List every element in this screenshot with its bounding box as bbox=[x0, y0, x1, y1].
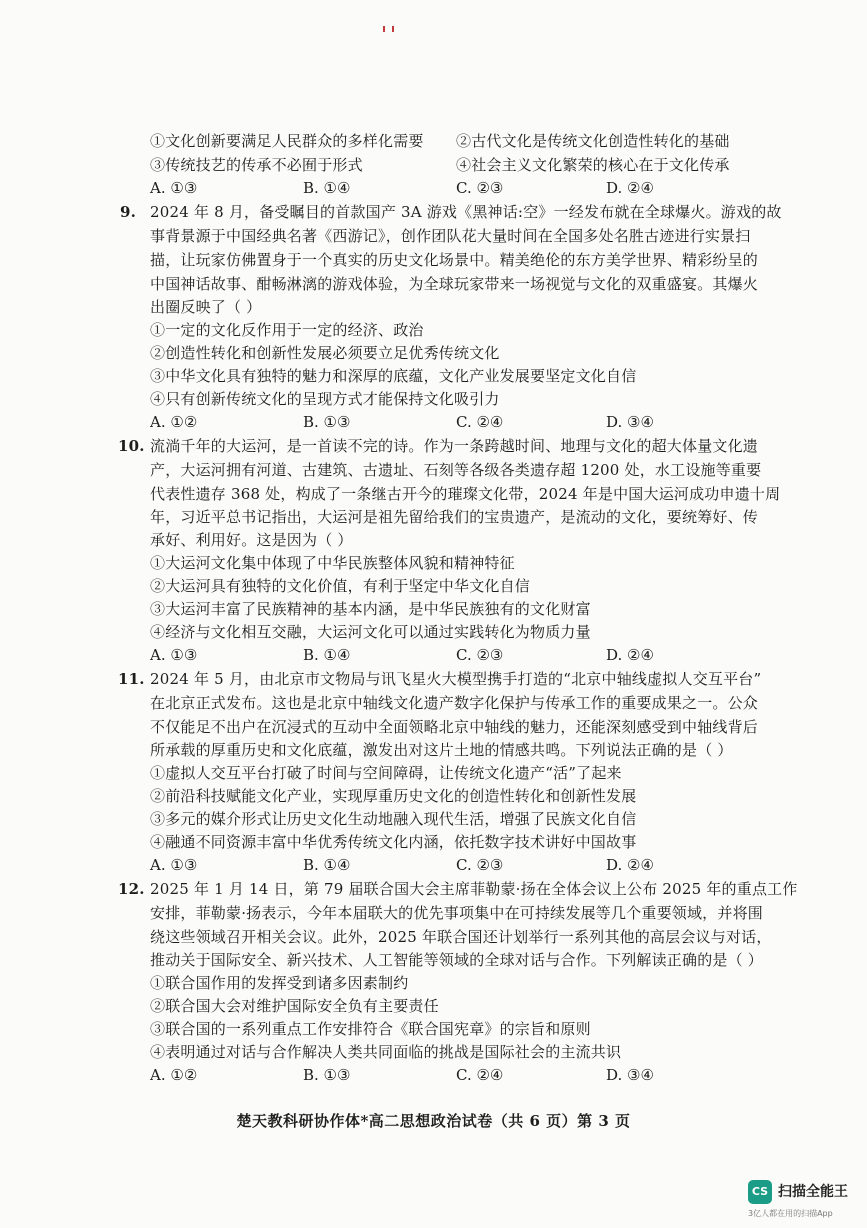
answer-a: A. ①③ bbox=[150, 646, 198, 664]
question-text: 绕这些领域召开相关会议。此外，2025 年联合国还计划举行一系列其他的高层会议与对话， bbox=[150, 928, 772, 946]
option-3: ③传统技艺的传承不必囿于形式 bbox=[150, 156, 363, 174]
answer-d: D. ②④ bbox=[606, 856, 654, 874]
option-1: ①一定的文化反作用于一定的经济、政治 bbox=[150, 321, 424, 339]
answer-d: D. ②④ bbox=[606, 179, 654, 197]
answer-c: C. ②④ bbox=[456, 1066, 504, 1084]
answer-b: B. ①④ bbox=[303, 179, 351, 197]
question-text: 安排，菲勒蒙·扬表示，今年本届联大的优先事项集中在可持续发展等几个重要领域，并将围 bbox=[150, 904, 763, 922]
question-text: 出圈反映了（ ） bbox=[150, 298, 262, 316]
question-text: 流淌千年的大运河，是一首读不完的诗。作为一条跨越时间、地理与文化的超大体量文化遗 bbox=[150, 437, 759, 455]
page-footer: 楚天教科研协作体*高二思想政治试卷（共 6 页）第 3 页 bbox=[236, 1112, 631, 1130]
option-1: ①联合国作用的发挥受到诸多因素制约 bbox=[150, 974, 409, 992]
option-4: ④社会主义文化繁荣的核心在于文化传承 bbox=[456, 156, 730, 174]
answer-a: A. ①② bbox=[150, 413, 198, 431]
option-4: ④只有创新传统文化的呈现方式才能保持文化吸引力 bbox=[150, 390, 500, 408]
answer-b: B. ①③ bbox=[303, 413, 351, 431]
answer-c: C. ②③ bbox=[456, 646, 504, 664]
option-3: ③大运河丰富了民族精神的基本内涵，是中华民族独有的文化财富 bbox=[150, 600, 591, 618]
answer-c: C. ②③ bbox=[456, 856, 504, 874]
scanner-name: 扫描全能王 bbox=[778, 1184, 848, 1200]
answer-b: B. ①④ bbox=[303, 646, 351, 664]
question-text: 代表性遗存 368 处，构成了一条继古开今的璀璨文化带，2024 年是中国大运河成功申遗十周 bbox=[150, 485, 781, 503]
option-2: ②创造性转化和创新性发展必须要立足优秀传统文化 bbox=[150, 344, 500, 362]
question-number: 12. bbox=[118, 880, 145, 898]
answer-d: D. ③④ bbox=[606, 413, 654, 431]
answer-c: C. ②④ bbox=[456, 413, 504, 431]
camscanner-icon: CS bbox=[748, 1180, 772, 1204]
option-3: ③多元的媒介形式让历史文化生动地融入现代生活，增强了民族文化自信 bbox=[150, 810, 637, 828]
question-number: 11. bbox=[118, 670, 145, 688]
option-4: ④经济与文化相互交融，大运河文化可以通过实践转化为物质力量 bbox=[150, 623, 591, 641]
option-1: ①虚拟人交互平台打破了时间与空间障碍，让传统文化遗产“活”了起来 bbox=[150, 764, 622, 782]
option-1: ①大运河文化集中体现了中华民族整体风貌和精神特征 bbox=[150, 554, 515, 572]
question-text: 描，让玩家仿佛置身于一个真实的历史文化场景中。精美绝伦的东方美学世界、精彩纷呈的 bbox=[150, 251, 759, 269]
top-mark bbox=[383, 26, 397, 34]
option-4: ④融通不同资源丰富中华优秀传统文化内涵，依托数字技术讲好中国故事 bbox=[150, 833, 637, 851]
answer-a: A. ①③ bbox=[150, 179, 198, 197]
answer-d: D. ③④ bbox=[606, 1066, 654, 1084]
question-text: 中国神话故事、酣畅淋漓的游戏体验，为全球玩家带来一场视觉与文化的双重盛宴。其爆火 bbox=[150, 275, 759, 293]
question-text: 2024 年 8 月，备受瞩目的首款国产 3A 游戏《黑神话:空》一经发布就在全球爆火。游戏的故 bbox=[150, 203, 782, 221]
question-text: 2025 年 1 月 14 日，第 79 届联合国大会主席菲勒蒙·扬在全体会议上公布 2025 年的重点工作 bbox=[150, 880, 798, 898]
question-number: 10. bbox=[118, 437, 145, 455]
question-text: 年，习近平总书记指出，大运河是祖先留给我们的宝贵遗产，是流动的文化，要统筹好、传 bbox=[150, 508, 759, 526]
option-3: ③中华文化具有独特的魅力和深厚的底蕴，文化产业发展要坚定文化自信 bbox=[150, 367, 637, 385]
scanner-watermark bbox=[720, 1178, 860, 1222]
question-text: 事背景源于中国经典名著《西游记》，创作团队花大量时间在全国多处名胜古迹进行实景扫 bbox=[150, 227, 751, 245]
answer-b: B. ①③ bbox=[303, 1066, 351, 1084]
option-2: ②古代文化是传统文化创造性转化的基础 bbox=[456, 132, 730, 150]
option-4: ④表明通过对话与合作解决人类共同面临的挑战是国际社会的主流共识 bbox=[150, 1043, 622, 1061]
question-text: 不仅能足不出户在沉浸式的互动中全面领略北京中轴线的魅力，还能深刻感受到中轴线背后 bbox=[150, 718, 759, 736]
answer-b: B. ①④ bbox=[303, 856, 351, 874]
option-1: ①文化创新要满足人民群众的多样化需要 bbox=[150, 132, 424, 150]
option-3: ③联合国的一系列重点工作安排符合《联合国宪章》的宗旨和原则 bbox=[150, 1020, 591, 1038]
answer-a: A. ①② bbox=[150, 1066, 198, 1084]
question-text: 所承载的厚重历史和文化底蕴，激发出对这片土地的情感共鸣。下列说法正确的是（ ） bbox=[150, 741, 733, 759]
answer-c: C. ②③ bbox=[456, 179, 504, 197]
question-number: 9. bbox=[120, 203, 137, 221]
question-text: 推动关于国际安全、新兴技术、人工智能等领域的全球对话与合作。下列解读正确的是（ ） bbox=[150, 951, 763, 969]
option-2: ②联合国大会对维护国际安全负有主要责任 bbox=[150, 997, 439, 1015]
answer-d: D. ②④ bbox=[606, 646, 654, 664]
question-text: 在北京正式发布。这也是北京中轴线文化遗产数字化保护与传承工作的重要成果之一。公众 bbox=[150, 694, 759, 712]
question-text: 产，大运河拥有河道、古建筑、古遗址、石刻等各级各类遗存超 1200 处，水工设施等重要 bbox=[150, 461, 762, 479]
answer-a: A. ①③ bbox=[150, 856, 198, 874]
scanner-tagline: 3亿人都在用的扫描App bbox=[748, 1209, 833, 1218]
option-2: ②大运河具有独特的文化价值，有利于坚定中华文化自信 bbox=[150, 577, 531, 595]
question-text: 2024 年 5 月，由北京市文物局与讯飞星火大模型携手打造的“北京中轴线虚拟人交互平台” bbox=[150, 670, 762, 688]
option-2: ②前沿科技赋能文化产业，实现厚重历史文化的创造性转化和创新性发展 bbox=[150, 787, 637, 805]
question-text: 承好、利用好。这是因为（ ） bbox=[150, 531, 353, 549]
